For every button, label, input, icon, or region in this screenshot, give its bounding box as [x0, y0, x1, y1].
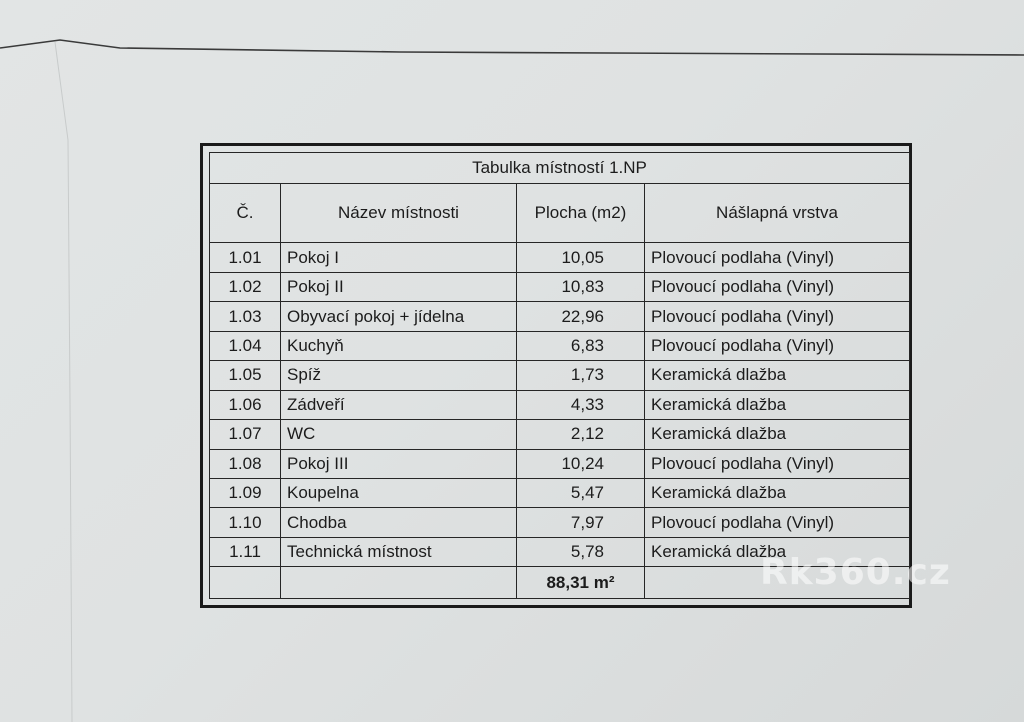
table-header-row — [210, 183, 910, 243]
room-floor: Plovoucí podlaha (Vinyl) — [645, 449, 910, 478]
table-row — [210, 243, 910, 272]
room-area: 10,05 — [517, 243, 645, 272]
total-area: 88,31 m² — [517, 567, 645, 599]
room-name: Pokoj II — [281, 272, 517, 301]
header-area: Plocha (m2) — [517, 183, 645, 243]
room-number: 1.03 — [210, 302, 281, 331]
room-number: 1.02 — [210, 272, 281, 301]
room-area: 7,97 — [517, 508, 645, 537]
room-name: Zádveří — [281, 390, 517, 419]
table-title: Tabulka místností 1.NP — [210, 153, 910, 184]
room-area: 5,78 — [517, 537, 645, 566]
table-row — [210, 361, 910, 390]
room-name: Spíž — [281, 361, 517, 390]
room-floor: Keramická dlažba — [645, 390, 910, 419]
table-row — [210, 449, 910, 478]
table-row — [210, 420, 910, 449]
room-floor: Plovoucí podlaha (Vinyl) — [645, 508, 910, 537]
room-floor: Plovoucí podlaha (Vinyl) — [645, 243, 910, 272]
room-name: Pokoj I — [281, 243, 517, 272]
room-number: 1.10 — [210, 508, 281, 537]
room-table — [209, 152, 910, 599]
room-number: 1.08 — [210, 449, 281, 478]
room-number: 1.11 — [210, 537, 281, 566]
room-name: WC — [281, 420, 517, 449]
room-floor: Keramická dlažba — [645, 361, 910, 390]
room-floor: Plovoucí podlaha (Vinyl) — [645, 272, 910, 301]
room-name: Koupelna — [281, 478, 517, 507]
room-area: 22,96 — [517, 302, 645, 331]
room-floor: Keramická dlažba — [645, 420, 910, 449]
room-name: Technická místnost — [281, 537, 517, 566]
room-name: Kuchyň — [281, 331, 517, 360]
room-area: 10,83 — [517, 272, 645, 301]
room-name: Chodba — [281, 508, 517, 537]
room-number: 1.05 — [210, 361, 281, 390]
watermark-text: Rk360.cz — [760, 552, 951, 593]
table-row — [210, 302, 910, 331]
header-number: Č. — [210, 183, 281, 243]
room-table-frame — [200, 143, 912, 608]
room-area: 6,83 — [517, 331, 645, 360]
table-row — [210, 390, 910, 419]
room-number: 1.09 — [210, 478, 281, 507]
room-name: Obyvací pokoj + jídelna — [281, 302, 517, 331]
room-area: 10,24 — [517, 449, 645, 478]
room-number: 1.07 — [210, 420, 281, 449]
room-area: 5,47 — [517, 478, 645, 507]
table-title-row — [210, 153, 910, 184]
room-number: 1.01 — [210, 243, 281, 272]
room-name: Pokoj III — [281, 449, 517, 478]
room-number: 1.06 — [210, 390, 281, 419]
room-floor: Plovoucí podlaha (Vinyl) — [645, 331, 910, 360]
room-number: 1.04 — [210, 331, 281, 360]
header-floor: Nášlapná vrstva — [645, 183, 910, 243]
header-name: Název místnosti — [281, 183, 517, 243]
room-area: 4,33 — [517, 390, 645, 419]
total-empty-cell — [281, 567, 517, 599]
room-floor: Keramická dlažba — [645, 478, 910, 507]
table-row — [210, 331, 910, 360]
table-row — [210, 272, 910, 301]
table-row — [210, 478, 910, 507]
room-area: 2,12 — [517, 420, 645, 449]
room-floor: Plovoucí podlaha (Vinyl) — [645, 302, 910, 331]
table-row — [210, 508, 910, 537]
total-empty-cell — [210, 567, 281, 599]
room-floor: Keramická dlažba — [645, 537, 910, 566]
room-area: 1,73 — [517, 361, 645, 390]
